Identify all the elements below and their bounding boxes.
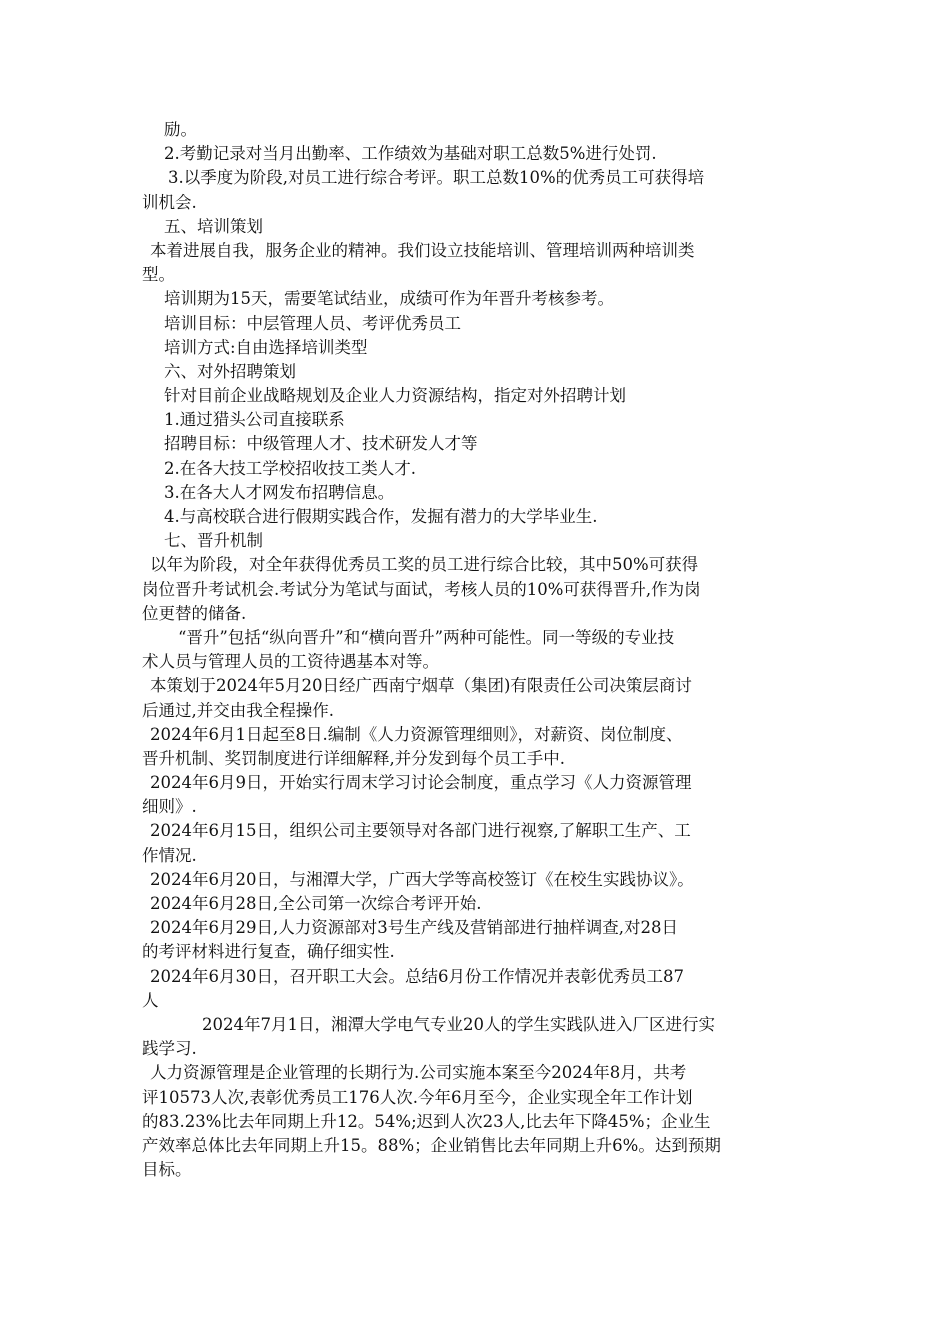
- text-line: 岗位晋升考试机会.考试分为笔试与面试，考核人员的10%可获得晋升,作为岗: [142, 579, 701, 599]
- text-line: 2024年6月29日,人力资源部对3号生产线及营销部进行抽样调查,对28日: [150, 918, 678, 938]
- text-line: 招聘目标：中级管理人才、技术研发人才等: [164, 434, 478, 454]
- text-line: 培训目标：中层管理人员、考评优秀员工: [164, 313, 461, 333]
- text-line: 训机会.: [142, 192, 197, 212]
- text-line: 产效率总体比去年同期上升15。88%；企业销售比去年同期上升6%。达到预期: [142, 1135, 721, 1155]
- text-line: 3.在各大人才网发布招聘信息。: [164, 482, 395, 502]
- text-line: 2024年6月9日，开始实行周末学习讨论会制度，重点学习《人力资源管理: [150, 773, 692, 793]
- text-line: 2024年6月30日，召开职工大会。总结6月份工作情况并表彰优秀员工87: [150, 966, 684, 986]
- text-line: 2.在各大技工学校招收技工类人才.: [164, 458, 416, 478]
- text-line: 培训期为15天，需要笔试结业，成绩可作为年晋升考核参考。: [164, 289, 614, 309]
- text-line: 六、对外招聘策划: [164, 361, 296, 381]
- text-line: 2024年6月15日，组织公司主要领导对各部门进行视察,了解职工生产、工: [150, 821, 691, 841]
- text-line: 型。: [142, 265, 175, 285]
- text-line: 践学习.: [142, 1039, 197, 1059]
- text-line: 目标。: [142, 1160, 192, 1180]
- text-line: 针对目前企业战略规划及企业人力资源结构，指定对外招聘计划: [164, 386, 626, 406]
- text-line: 2024年6月1日起至8日.编制《人力资源管理细则》，对薪资、岗位制度、: [150, 724, 683, 744]
- text-line: 培训方式:自由选择培训类型: [164, 337, 368, 357]
- text-line: 人力资源管理是企业管理的长期行为.公司实施本案至今2024年8月，共考: [150, 1063, 687, 1083]
- text-line: 2024年6月20日，与湘潭大学，广西大学等高校签订《在校生实践协议》。: [150, 869, 694, 889]
- text-line: 本着进展自我，服务企业的精神。我们设立技能培训、管理培训两种培训类: [150, 240, 695, 260]
- text-line: 评10573人次,表彰优秀员工176人次.今年6月至今，企业实现全年工作计划: [142, 1087, 693, 1107]
- text-line: 2024年7月1日，湘潭大学电气专业20人的学生实践队进入厂区进行实: [202, 1014, 715, 1034]
- text-line: 的考评材料进行复查，确仔细实性.: [142, 942, 395, 962]
- document-page: [142, 118, 810, 1182]
- text-line: 术人员与管理人员的工资待遇基本对等。: [142, 652, 439, 672]
- text-line: 1.通过猎头公司直接联系: [164, 410, 345, 430]
- text-line: 3.以季度为阶段,对员工进行综合考评。职工总数10%的优秀员工可获得培: [168, 168, 705, 188]
- text-line: “晋升”包括“纵向晋升”和“横向晋升”两种可能性。同一等级的专业技: [178, 627, 675, 647]
- text-line: 细则》.: [142, 797, 197, 817]
- text-line: 位更替的储备.: [142, 603, 247, 623]
- text-line: 本策划于2024年5月20日经广西南宁烟草（集团)有限责任公司决策层商讨: [150, 676, 692, 696]
- text-line: 后通过,并交由我全程操作.: [142, 700, 334, 720]
- text-line: 晋升机制、奖罚制度进行详细解释,并分发到每个员工手中.: [142, 748, 565, 768]
- text-line: 的83.23%比去年同期上升12。54%;迟到人次23人,比去年下降45%；企业生: [142, 1111, 711, 1131]
- text-line: 4.与高校联合进行假期实践合作，发掘有潜力的大学毕业生.: [164, 507, 598, 526]
- text-line: 以年为阶段，对全年获得优秀员工奖的员工进行综合比较，其中50%可获得: [150, 555, 699, 575]
- text-line: 作情况.: [142, 845, 197, 865]
- text-line: 2024年6月28日,全公司第一次综合考评开始.: [150, 894, 482, 913]
- text-line: 励。: [164, 120, 197, 139]
- text-line: 七、晋升机制: [164, 531, 263, 551]
- text-line: 人: [142, 990, 159, 1010]
- text-line: 五、培训策划: [164, 216, 263, 236]
- text-line: 2.考勤记录对当月出勤率、工作绩效为基础对职工总数5%进行处罚.: [164, 144, 657, 164]
